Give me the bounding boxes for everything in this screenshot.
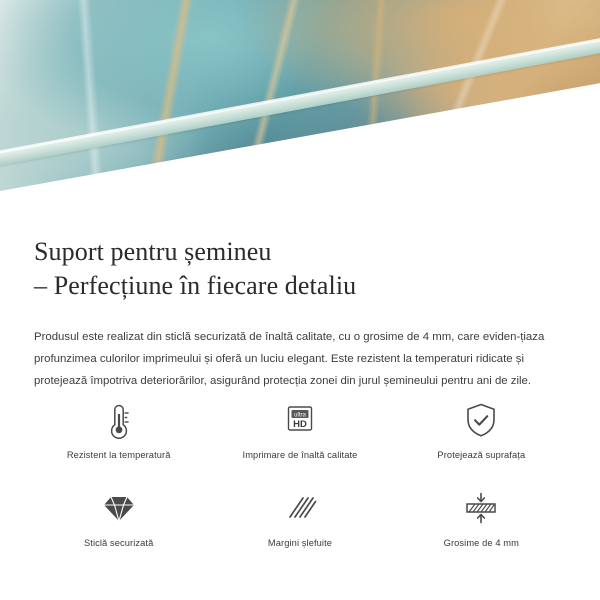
text-block [0,215,600,392]
feature-item-surface-protection [391,398,572,486]
ultra-hd-icon [282,398,318,444]
feature-item-temperature [28,398,209,486]
thermometer-icon [104,398,134,444]
shield-check-icon [463,398,499,444]
feature-grid [28,398,572,574]
diamond-icon [100,486,138,532]
feature-label: Imprimare de înaltă calitate [242,450,358,460]
title-line-2: – Perfecțiune în fiecare detaliu [34,271,357,301]
title-line-1: Suport pentru șemineu [34,237,272,266]
feature-item-thickness [391,486,572,574]
description-paragraph: Produsul este realizat din sticlă securizată de înaltă calitate, cu o grosime de 4 mm, care eviden-țiaza profunzimea culorilor imprimeului și oferă un luciu elegant. Este rezistent la temperaturi ridicate și protejează împotriva deteriorărilor, asigurând protecția zonei din jurul șemineului pentru ani de zile. [34,330,545,388]
thickness-icon [461,486,501,532]
svg-text:HD: HD [293,419,307,430]
feature-label: Grosime de 4 mm [443,538,520,548]
feature-item-polished-edges [209,486,390,574]
feature-label: Rezistent la temperatură [66,450,171,460]
hero-product-image [0,0,600,215]
feature-label: Margini șlefuite [267,538,333,548]
feature-item-tempered-glass [28,486,209,574]
feature-label: Sticlă securizată [83,538,154,548]
feature-label: Protejează suprafața [437,450,526,460]
feature-item-print-quality [209,398,390,486]
svg-text:ultra: ultra [294,412,306,419]
page-title [34,235,566,304]
polished-edges-icon [282,486,318,532]
